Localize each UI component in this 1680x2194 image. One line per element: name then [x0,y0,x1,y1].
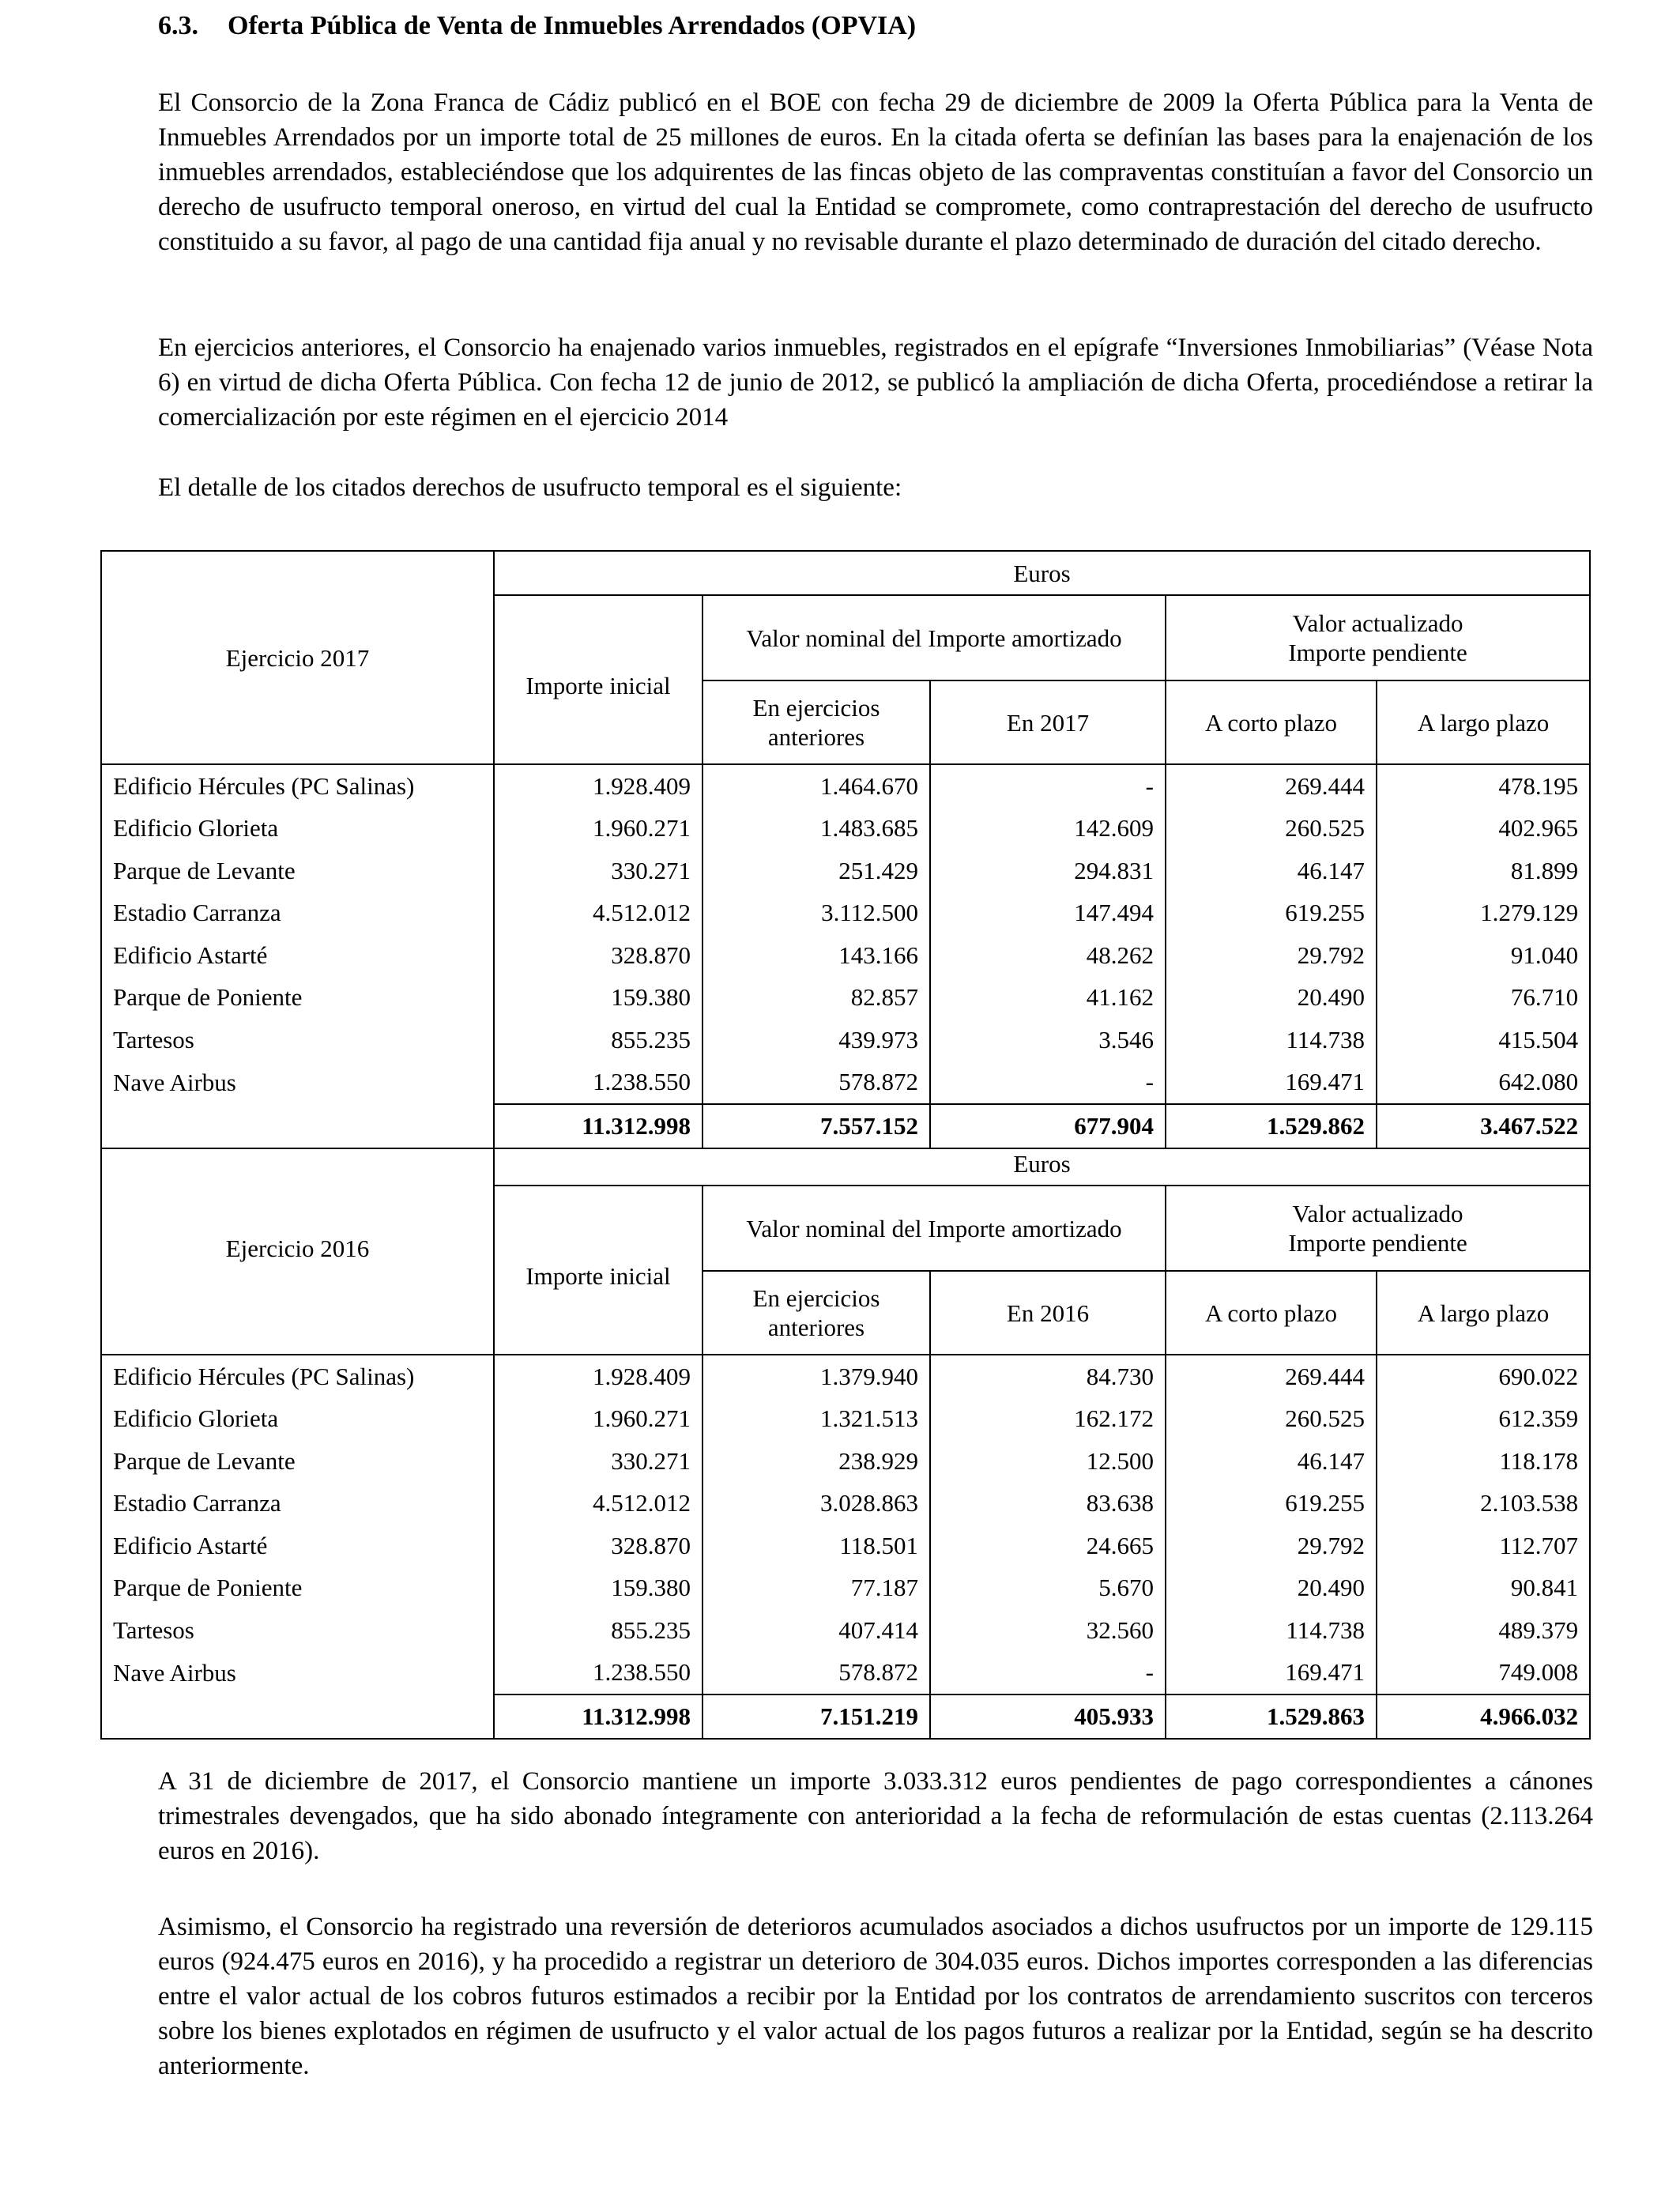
total-cell: 3.467.522 [1377,1104,1590,1148]
col-header-year: En 2017 [930,680,1166,764]
amount-cell: 46.147 [1166,850,1377,892]
amount-cell: 1.279.129 [1377,892,1590,935]
amount-cell: 578.872 [703,1652,930,1695]
amount-cell: 1.960.271 [494,1398,703,1441]
table-row [101,1019,1590,1061]
table-body [101,764,1590,1148]
amount-cell: 478.195 [1377,764,1590,808]
amount-cell: 1.960.271 [494,808,703,850]
amount-cell: 294.831 [930,850,1166,892]
amount-cell: 77.187 [703,1567,930,1610]
total-cell: 4.966.032 [1377,1695,1590,1739]
table-row [101,1061,1590,1105]
row-label: Tartesos [101,1019,494,1061]
amount-cell: 260.525 [1166,1398,1377,1441]
col-header-anteriores-line2: anteriores [767,723,865,751]
amount-cell: - [930,1652,1166,1695]
amount-cell: 4.512.012 [494,1483,703,1525]
amount-cell: 1.483.685 [703,808,930,850]
amount-cell: 1.238.550 [494,1652,703,1695]
group-header-amortizado: Valor nominal del Importe amortizado [703,595,1166,680]
amount-cell: 29.792 [1166,934,1377,977]
paragraph-prior-sales: En ejercicios anteriores, el Consorcio ha enajenado varios inmuebles, registrados en el epígrafe “Inversiones Inmobiliarias” (Véase Nota 6) en virtud de dicha Oferta Pública. Con fecha 12 de junio de 2012, se publicó la ampliación de dicha Oferta, procediéndose a retirar la comercialización por este régimen en el ejercicio 2014 [158,334,1593,432]
usufruct-table-2017 [100,550,1591,1149]
table-title: Ejercicio 2016 [101,1142,494,1355]
amount-cell: 147.494 [930,892,1166,935]
paragraph-table-intro: El detalle de los citados derechos de usufructo temporal es el siguiente: [158,473,902,502]
amount-cell: 83.638 [930,1483,1166,1525]
col-header-corto: A corto plazo [1166,680,1377,764]
amount-cell: 1.238.550 [494,1061,703,1105]
total-cell: 677.904 [930,1104,1166,1148]
amount-cell: 3.028.863 [703,1483,930,1525]
amount-cell: 5.670 [930,1567,1166,1610]
amount-cell: 118.178 [1377,1440,1590,1483]
amount-cell: 142.609 [930,808,1166,850]
col-header-largo: A largo plazo [1377,680,1590,764]
table-row [101,1398,1590,1441]
row-label: Edificio Hércules (PC Salinas) [101,764,494,808]
table-row [101,1483,1590,1525]
amount-cell: 1.379.940 [703,1355,930,1398]
currency-header: Euros [494,1142,1590,1186]
amount-cell: 439.973 [703,1019,930,1061]
total-cell: 7.151.219 [703,1695,930,1739]
amount-cell: 269.444 [1166,764,1377,808]
row-label: Nave Airbus [101,1652,494,1695]
total-cell: 1.529.862 [1166,1104,1377,1148]
group-header-pendiente-line2: Importe pendiente [1288,639,1467,666]
group-header-pendiente-line1: Valor actualizado [1292,609,1463,637]
row-label: Edificio Astarté [101,1525,494,1567]
amount-cell: 76.710 [1377,977,1590,1020]
amount-cell: 4.512.012 [494,892,703,935]
table-row [101,850,1590,892]
amount-cell: 1.928.409 [494,764,703,808]
currency-header: Euros [494,551,1590,595]
row-label: Parque de Levante [101,850,494,892]
amount-cell: 251.429 [703,850,930,892]
amount-cell: 612.359 [1377,1398,1590,1441]
amount-cell: 29.792 [1166,1525,1377,1567]
amount-cell: 415.504 [1377,1019,1590,1061]
col-header-anteriores-line2: anteriores [767,1314,865,1341]
row-label: Edificio Glorieta [101,1398,494,1441]
col-header-year: En 2016 [930,1271,1166,1355]
amount-cell: 143.166 [703,934,930,977]
usufruct-table-2016 [100,1142,1591,1740]
table-row [101,1525,1590,1567]
row-label: Parque de Poniente [101,1567,494,1610]
amount-cell: 169.471 [1166,1652,1377,1695]
amount-cell: 330.271 [494,1440,703,1483]
section-heading [158,11,916,41]
amount-cell: 20.490 [1166,977,1377,1020]
table-body [101,1355,1590,1739]
amount-cell: 260.525 [1166,808,1377,850]
amount-cell: 330.271 [494,850,703,892]
group-header-pendiente-line1: Valor actualizado [1292,1200,1463,1227]
row-label: Nave Airbus [101,1061,494,1105]
row-label: Parque de Poniente [101,977,494,1020]
amount-cell: 82.857 [703,977,930,1020]
total-cell: 405.933 [930,1695,1166,1739]
amount-cell: 3.546 [930,1019,1166,1061]
totals-row [101,1695,1590,1739]
section-number: 6.3. [158,11,198,40]
table-row [101,808,1590,850]
amount-cell: 690.022 [1377,1355,1590,1398]
amount-cell: 407.414 [703,1609,930,1652]
col-header-largo: A largo plazo [1377,1271,1590,1355]
amount-cell: 855.235 [494,1019,703,1061]
col-header-anteriores-line1: En ejercicios [752,1284,880,1312]
amount-cell: 112.707 [1377,1525,1590,1567]
amount-cell: 749.008 [1377,1652,1590,1695]
amount-cell: 402.965 [1377,808,1590,850]
amount-cell: 642.080 [1377,1061,1590,1105]
amount-cell: 162.172 [930,1398,1166,1441]
totals-label-empty [101,1695,494,1739]
amount-cell: 1.928.409 [494,1355,703,1398]
amount-cell: 114.738 [1166,1019,1377,1061]
paragraph-impairment: Asimismo, el Consorcio ha registrado una reversión de deterioros acumulados asociados a dichos usufructos por un importe de 129.115 euros (924.475 euros en 2016), y ha procedido a registrar un deterioro de 304.035 euros. Dichos importes corresponden a las diferencias entre el valor actual de los cobros futuros estimados a recibir por la Entidad por los contratos de arrendamiento suscritos con terceros sobre los bienes explotados en régimen de usufructo y el valor actual de los pagos futuros a realizar por la Entidad, según se ha descrito anteriormente. [158,1913,1593,2080]
amount-cell: 489.379 [1377,1609,1590,1652]
amount-cell: 81.899 [1377,850,1590,892]
amount-cell: 2.103.538 [1377,1483,1590,1525]
amount-cell: 855.235 [494,1609,703,1652]
table-row [101,1440,1590,1483]
row-label: Estadio Carranza [101,892,494,935]
table-row [101,1652,1590,1695]
table-row [101,764,1590,808]
amount-cell: 84.730 [930,1355,1166,1398]
amount-cell: 1.321.513 [703,1398,930,1441]
amount-cell: - [930,1061,1166,1105]
total-cell: 11.312.998 [494,1104,703,1148]
amount-cell: 1.464.670 [703,764,930,808]
table-row [101,934,1590,977]
amount-cell: 328.870 [494,934,703,977]
section-title: Oferta Pública de Venta de Inmuebles Arrendados (OPVIA) [228,11,917,40]
paragraph-opvia-intro: El Consorcio de la Zona Franca de Cádiz publicó en el BOE con fecha 29 de diciembre de 2009 la Oferta Pública para la Venta de Inmuebles Arrendados por un importe total de 25 millones de euros. En la citada oferta se definían las bases para la enajenación de los inmuebles arrendados, estableciéndose que los adquirentes de las fincas objeto de las compraventas constituían a favor del Consorcio un derecho de usufructo temporal oneroso, en virtud del cual la Entidad se compromete, como contraprestación del derecho de usufructo constituido a su favor, al pago de una cantidad fija anual y no revisable durante el plazo determinado de duración del citado derecho. [158,89,1593,256]
row-label: Tartesos [101,1609,494,1652]
amount-cell: 32.560 [930,1609,1166,1652]
amount-cell: 269.444 [1166,1355,1377,1398]
amount-cell: - [930,764,1166,808]
group-header-pendiente-line2: Importe pendiente [1288,1229,1467,1257]
col-header-importe-inicial: Importe inicial [494,595,703,764]
row-label: Edificio Hércules (PC Salinas) [101,1355,494,1398]
amount-cell: 169.471 [1166,1061,1377,1105]
col-header-anteriores [703,1271,930,1355]
table-row [101,1355,1590,1398]
amount-cell: 159.380 [494,1567,703,1610]
amount-cell: 48.262 [930,934,1166,977]
group-header-amortizado: Valor nominal del Importe amortizado [703,1186,1166,1271]
row-label: Edificio Astarté [101,934,494,977]
col-header-importe-inicial: Importe inicial [494,1186,703,1355]
table-row [101,892,1590,935]
amount-cell: 118.501 [703,1525,930,1567]
table-row [101,1609,1590,1652]
amount-cell: 619.255 [1166,1483,1377,1525]
table-row [101,977,1590,1020]
amount-cell: 24.665 [930,1525,1166,1567]
amount-cell: 114.738 [1166,1609,1377,1652]
amount-cell: 619.255 [1166,892,1377,935]
row-label: Edificio Glorieta [101,808,494,850]
amount-cell: 90.841 [1377,1567,1590,1610]
col-header-anteriores-line1: En ejercicios [752,694,880,722]
group-header-pendiente [1166,1186,1590,1271]
amount-cell: 41.162 [930,977,1166,1020]
col-header-corto: A corto plazo [1166,1271,1377,1355]
col-header-anteriores [703,680,930,764]
table-title: Ejercicio 2017 [101,551,494,764]
row-label: Parque de Levante [101,1440,494,1483]
amount-cell: 3.112.500 [703,892,930,935]
amount-cell: 159.380 [494,977,703,1020]
total-cell: 1.529.863 [1166,1695,1377,1739]
total-cell: 11.312.998 [494,1695,703,1739]
group-header-pendiente [1166,595,1590,680]
total-cell: 7.557.152 [703,1104,930,1148]
table-row [101,1567,1590,1610]
amount-cell: 46.147 [1166,1440,1377,1483]
amount-cell: 578.872 [703,1061,930,1105]
amount-cell: 20.490 [1166,1567,1377,1610]
amount-cell: 328.870 [494,1525,703,1567]
paragraph-pending-payments: A 31 de diciembre de 2017, el Consorcio mantiene un importe 3.033.312 euros pendientes de pago correspondientes a cánones trimestrales devengados, que ha sido abonado íntegramente con anterioridad a la fecha de reformulación de estas cuentas (2.113.264 euros en 2016). [158,1767,1593,1865]
row-label: Estadio Carranza [101,1483,494,1525]
amount-cell: 91.040 [1377,934,1590,977]
amount-cell: 238.929 [703,1440,930,1483]
amount-cell: 12.500 [930,1440,1166,1483]
